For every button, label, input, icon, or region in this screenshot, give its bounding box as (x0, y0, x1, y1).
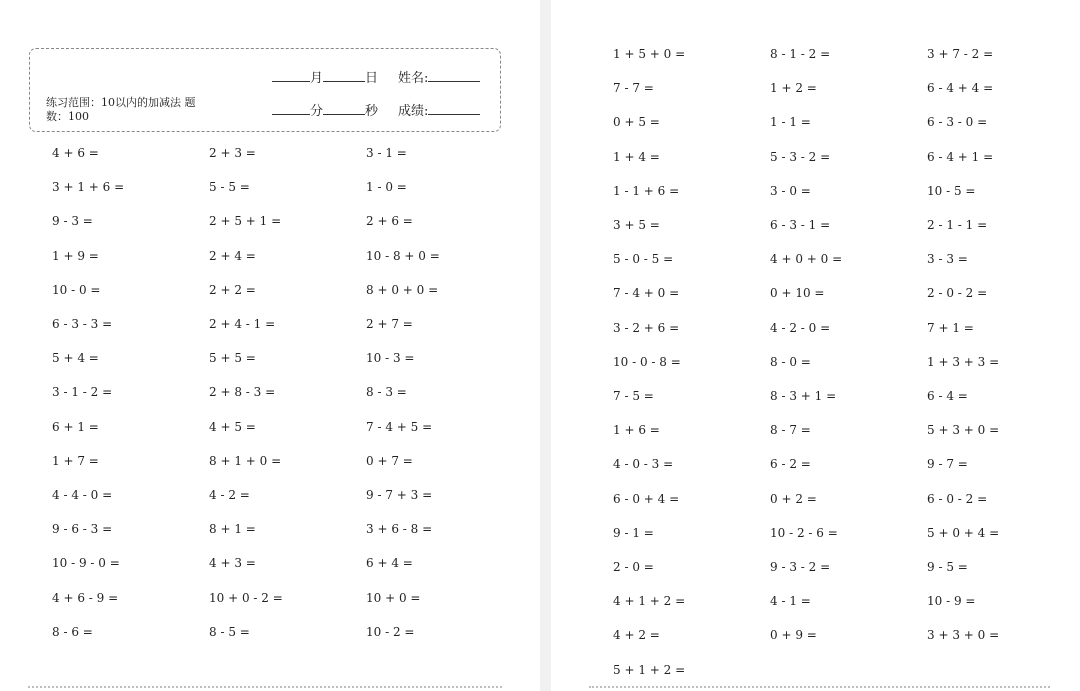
math-problem: 1 + 5 + 0 = (613, 47, 686, 61)
practice-range-text: 练习范围：10以内的加减法 题数：100 (46, 96, 196, 123)
math-problem: 2 - 0 - 2 = (927, 286, 988, 301)
math-problem: 6 - 4 = (927, 389, 968, 403)
math-problem: 6 - 3 - 3 = (52, 317, 113, 331)
math-problem: 2 - 1 - 1 = (927, 218, 988, 232)
math-problem: 8 - 0 = (770, 354, 811, 369)
time-score-row (272, 100, 480, 119)
second-label: 秒 (365, 104, 379, 119)
math-problem: 5 + 0 + 4 = (927, 525, 1000, 540)
math-problem: 5 + 5 = (209, 351, 256, 366)
math-problem: 6 - 0 - 2 = (927, 491, 988, 506)
math-problem: 10 - 5 = (927, 183, 976, 198)
day-label: 日 (365, 71, 379, 86)
math-problem: 6 - 3 - 1 = (770, 218, 831, 232)
math-problem: 7 - 5 = (613, 389, 654, 403)
math-problem: 8 + 0 + 0 = (366, 282, 439, 297)
math-problem: 10 - 2 = (366, 624, 415, 639)
math-problem: 8 - 6 = (52, 624, 93, 639)
math-problem: 7 + 1 = (927, 320, 974, 335)
math-problem: 9 - 7 = (927, 457, 968, 472)
math-problem: 6 - 4 + 1 = (927, 149, 994, 164)
math-problem: 8 + 1 + 0 = (209, 453, 282, 468)
math-problem: 5 + 1 + 2 = (613, 662, 686, 677)
math-problem: 4 + 1 + 2 = (613, 594, 686, 609)
math-problem: 8 - 5 = (209, 624, 250, 639)
math-problem: 7 - 4 + 0 = (613, 286, 680, 301)
math-problem: 9 - 1 = (613, 525, 654, 540)
name-label: 姓名: (398, 71, 429, 86)
math-problem: 1 + 6 = (613, 423, 660, 438)
math-problem: 3 + 7 - 2 = (927, 47, 994, 61)
math-problem: 7 - 4 + 5 = (366, 419, 433, 434)
math-problem: 4 + 5 = (209, 419, 256, 434)
math-problem: 5 - 0 - 5 = (613, 252, 674, 267)
math-problem: 9 - 3 - 2 = (770, 560, 831, 574)
math-problem: 4 - 0 - 3 = (613, 457, 674, 472)
math-problem: 5 - 5 = (209, 180, 250, 195)
math-problem: 1 - 0 = (366, 180, 407, 195)
worksheet-page-2 (551, 0, 1080, 691)
math-problem: 10 - 9 = (927, 594, 976, 609)
math-problem: 1 + 2 = (770, 81, 817, 96)
math-problem: 6 - 0 + 4 = (613, 491, 680, 506)
math-problem: 1 + 7 = (52, 453, 99, 468)
day-blank (323, 69, 365, 82)
math-problem: 3 + 5 = (613, 218, 660, 232)
math-problem: 2 + 4 - 1 = (209, 317, 276, 331)
math-problem: 2 + 6 = (366, 214, 413, 229)
math-problem: 3 - 1 = (366, 146, 407, 160)
math-problem: 10 - 3 = (366, 351, 415, 366)
math-problem: 10 - 9 - 0 = (52, 556, 120, 571)
month-blank (272, 69, 310, 82)
math-problem: 2 + 7 = (366, 317, 413, 331)
math-problem: 10 - 8 + 0 = (366, 248, 440, 263)
math-problem: 8 + 1 = (209, 522, 256, 537)
math-problem: 0 + 2 = (770, 491, 817, 506)
second-blank (323, 102, 365, 115)
math-problem: 2 + 4 = (209, 248, 256, 263)
math-problem: 10 + 0 = (366, 590, 421, 605)
page-break-divider (589, 686, 1050, 688)
math-problem: 8 - 1 - 2 = (770, 47, 831, 61)
math-problem: 1 - 1 + 6 = (613, 183, 680, 198)
math-problem: 3 + 3 + 0 = (927, 628, 1000, 643)
math-problem: 3 + 6 - 8 = (366, 522, 433, 537)
math-problem: 6 + 1 = (52, 419, 99, 434)
date-name-row (272, 67, 480, 86)
math-problem: 2 + 3 = (209, 146, 256, 160)
math-problem: 9 - 3 = (52, 214, 93, 229)
math-problem: 2 + 8 - 3 = (209, 385, 276, 400)
math-problem: 0 + 10 = (770, 286, 825, 301)
math-problem: 6 + 4 = (366, 556, 413, 571)
math-problem: 5 - 3 - 2 = (770, 149, 831, 164)
name-blank (428, 69, 480, 82)
math-problem: 6 - 4 + 4 = (927, 81, 994, 96)
math-problem: 4 - 2 - 0 = (770, 320, 831, 335)
math-problem: 4 - 4 - 0 = (52, 488, 113, 502)
math-problem: 1 - 1 = (770, 115, 811, 130)
math-problem: 4 - 1 = (770, 594, 811, 609)
math-problem: 10 - 2 - 6 = (770, 525, 838, 540)
math-problem: 9 - 5 = (927, 560, 968, 574)
math-problem: 0 + 7 = (366, 453, 413, 468)
math-problem: 10 - 0 = (52, 282, 101, 297)
page-break-divider (28, 686, 502, 688)
math-problem: 1 + 4 = (613, 149, 660, 164)
math-problem: 3 - 2 + 6 = (613, 320, 680, 335)
math-problem: 5 + 4 = (52, 351, 99, 366)
math-problem: 4 + 3 = (209, 556, 256, 571)
math-problem: 3 - 3 = (927, 252, 968, 267)
math-problem: 6 - 2 = (770, 457, 811, 472)
math-problem: 6 - 3 - 0 = (927, 115, 988, 130)
math-problem: 8 - 7 = (770, 423, 811, 438)
math-problem: 8 - 3 + 1 = (770, 389, 837, 403)
math-problem: 7 - 7 = (613, 81, 654, 96)
worksheet-header (29, 48, 501, 132)
math-problem: 10 + 0 - 2 = (209, 590, 283, 605)
math-problem: 3 - 1 - 2 = (52, 385, 113, 400)
math-problem: 4 - 2 = (209, 488, 250, 502)
math-problem: 5 + 3 + 0 = (927, 423, 1000, 438)
math-problem: 3 - 0 = (770, 183, 811, 198)
math-problem: 2 + 5 + 1 = (209, 214, 282, 229)
math-problem: 2 - 0 = (613, 560, 654, 574)
math-problem: 4 + 2 = (613, 628, 660, 643)
math-problem: 0 + 9 = (770, 628, 817, 643)
math-problem: 0 + 5 = (613, 115, 660, 130)
math-problem: 4 + 0 + 0 = (770, 252, 843, 267)
math-problem: 9 - 6 - 3 = (52, 522, 113, 537)
score-label: 成绩: (398, 104, 429, 119)
math-problem: 1 + 9 = (52, 248, 99, 263)
math-problem: 10 - 0 - 8 = (613, 354, 681, 369)
score-blank (428, 102, 480, 115)
month-label: 月 (310, 71, 324, 86)
minute-blank (272, 102, 310, 115)
math-problem: 2 + 2 = (209, 282, 256, 297)
math-problem: 4 + 6 = (52, 146, 99, 160)
math-problem: 1 + 3 + 3 = (927, 354, 1000, 369)
math-problem: 8 - 3 = (366, 385, 407, 400)
minute-label: 分 (310, 104, 324, 119)
math-problem: 4 + 6 - 9 = (52, 590, 119, 605)
math-problem: 3 + 1 + 6 = (52, 180, 125, 195)
math-problem: 9 - 7 + 3 = (366, 488, 433, 502)
